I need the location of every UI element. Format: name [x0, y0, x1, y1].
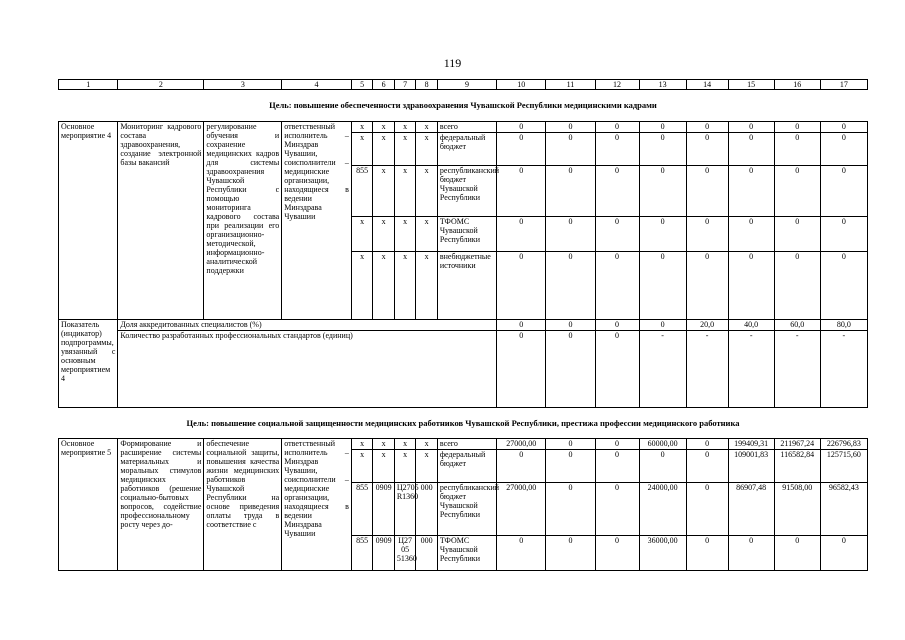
amount-cell: 0: [686, 122, 728, 133]
indicator-value: 40,0: [728, 320, 774, 331]
amount-cell: 0: [820, 133, 867, 166]
amount-cell: 0: [546, 439, 595, 450]
column-number-14: 14: [686, 80, 728, 90]
amount-cell: 0: [546, 450, 595, 483]
amount-cell: 0: [595, 439, 639, 450]
column-number-10: 10: [497, 80, 546, 90]
amount-cell: 0: [497, 252, 546, 320]
code-section: x: [373, 122, 395, 133]
indicator-value: 0: [497, 320, 546, 331]
amount-cell: 0: [546, 217, 595, 252]
amount-cell: 0: [595, 166, 639, 217]
code-section: x: [373, 217, 395, 252]
amount-cell: 0: [728, 252, 774, 320]
measure-5-table: [58, 438, 868, 571]
amount-cell: 0: [595, 252, 639, 320]
code-expense: 000: [416, 536, 438, 571]
amount-cell: 0: [686, 483, 728, 536]
code-ministry: 855: [351, 166, 373, 217]
column-number-4: 4: [282, 80, 352, 90]
column-number-13: 13: [639, 80, 686, 90]
indicator-name: Количество разработанных профессиональных стандартов (единиц): [118, 331, 497, 408]
measure-4-name: Основное мероприятие 4: [59, 122, 118, 320]
measure-4-row: [59, 122, 868, 133]
column-number-17: 17: [820, 80, 867, 90]
column-numbers-row: [59, 80, 868, 90]
indicator-value: 0: [546, 331, 595, 408]
amount-cell: 24000,00: [639, 483, 686, 536]
code-section: x: [373, 166, 395, 217]
amount-cell: 0: [820, 536, 867, 571]
amount-cell: 109001,83: [728, 450, 774, 483]
amount-cell: 86907,48: [728, 483, 774, 536]
measure-5-purpose: обеспечение социальной защиты, повышения качества жизни медицинских работников Чувашской Республики на основе приведения оплаты труда в соответствие с: [204, 439, 282, 571]
indicator-value: 0: [546, 320, 595, 331]
indicator-value: -: [774, 331, 820, 408]
goal-heading-1: Цель: повышение обеспеченности здравоохранения Чувашской Республики медицинскими кадрами: [269, 100, 657, 110]
indicator-value: -: [639, 331, 686, 408]
code-ministry: 855: [351, 483, 373, 536]
amount-cell: 27000,00: [497, 439, 546, 450]
code-section: x: [373, 450, 395, 483]
amount-cell: 0: [546, 483, 595, 536]
code-section: x: [373, 252, 395, 320]
amount-cell: 125715,60: [820, 450, 867, 483]
indicator-value: 0: [639, 320, 686, 331]
amount-cell: 91508,00: [774, 483, 820, 536]
measure-5-row: [59, 439, 868, 450]
amount-cell: 0: [686, 166, 728, 217]
amount-cell: 96582,43: [820, 483, 867, 536]
code-expense: x: [416, 133, 438, 166]
funding-source: республиканский бюджет Чувашской Республики: [437, 483, 496, 536]
amount-cell: 0: [774, 133, 820, 166]
amount-cell: 0: [686, 252, 728, 320]
funding-source: всего: [437, 439, 496, 450]
code-ministry: 855: [351, 536, 373, 571]
amount-cell: 211967,24: [774, 439, 820, 450]
page-number: 119: [443, 56, 462, 70]
amount-cell: 0: [728, 133, 774, 166]
funding-source: внебюджетные источники: [437, 252, 496, 320]
indicator-value: 20,0: [686, 320, 728, 331]
amount-cell: 0: [820, 252, 867, 320]
amount-cell: 0: [820, 122, 867, 133]
code-target: x: [394, 252, 416, 320]
funding-source: республиканский бюджет Чувашской Республики: [437, 166, 496, 217]
code-section: x: [373, 133, 395, 166]
indicator-value: -: [728, 331, 774, 408]
column-number-1: 1: [59, 80, 118, 90]
amount-cell: 0: [546, 133, 595, 166]
amount-cell: 0: [497, 133, 546, 166]
amount-cell: 0: [774, 217, 820, 252]
code-target: x: [394, 450, 416, 483]
column-number-6: 6: [373, 80, 395, 90]
amount-cell: 0: [639, 217, 686, 252]
column-number-12: 12: [595, 80, 639, 90]
indicator-value: -: [820, 331, 867, 408]
measure-4-executor: ответственный исполнитель – Минздрав Чувашии, соисполнители – медицинские организации, находящиеся в ведении Минздрава Чувашии: [282, 122, 352, 320]
indicator-value: -: [686, 331, 728, 408]
funding-source: федеральный бюджет: [437, 450, 496, 483]
code-ministry: x: [351, 450, 373, 483]
amount-cell: 0: [820, 217, 867, 252]
amount-cell: 199409,31: [728, 439, 774, 450]
amount-cell: 116582,84: [774, 450, 820, 483]
measure-4-table: [58, 121, 868, 408]
measure-5-executor: ответственный исполнитель – Минздрав Чувашии, соисполнители – медицинские организации, находящиеся в ведении Минздрава Чувашии: [282, 439, 352, 571]
code-expense: x: [416, 217, 438, 252]
column-number-3: 3: [204, 80, 282, 90]
code-target: x: [394, 439, 416, 450]
amount-cell: 27000,00: [497, 483, 546, 536]
amount-cell: 0: [595, 536, 639, 571]
measure-5-title: Формирование и расширение системы материальных и моральных стимулов медицинских работников (решение социально-бытовых вопросов, содействие профессиональному росту через до-: [118, 439, 204, 571]
column-number-16: 16: [774, 80, 820, 90]
code-target: x: [394, 166, 416, 217]
amount-cell: 226796,83: [820, 439, 867, 450]
code-ministry: x: [351, 252, 373, 320]
code-expense: 000: [416, 483, 438, 536]
amount-cell: 0: [595, 450, 639, 483]
amount-cell: 0: [728, 217, 774, 252]
column-number-7: 7: [394, 80, 416, 90]
indicator-value: 0: [497, 331, 546, 408]
amount-cell: 0: [639, 166, 686, 217]
amount-cell: 0: [497, 122, 546, 133]
funding-source: ТФОМС Чувашской Республики: [437, 217, 496, 252]
amount-cell: 0: [546, 536, 595, 571]
amount-cell: 0: [497, 166, 546, 217]
code-expense: x: [416, 450, 438, 483]
amount-cell: 0: [595, 217, 639, 252]
amount-cell: 0: [497, 450, 546, 483]
amount-cell: 0: [595, 133, 639, 166]
column-number-15: 15: [728, 80, 774, 90]
amount-cell: 36000,00: [639, 536, 686, 571]
amount-cell: 0: [686, 217, 728, 252]
code-target: x: [394, 133, 416, 166]
code-section: 0909: [373, 536, 395, 571]
amount-cell: 0: [820, 166, 867, 217]
amount-cell: 60000,00: [639, 439, 686, 450]
amount-cell: 0: [728, 166, 774, 217]
column-number-9: 9: [437, 80, 496, 90]
amount-cell: 0: [774, 166, 820, 217]
code-expense: x: [416, 166, 438, 217]
measure-5-name: Основное мероприятие 5: [59, 439, 118, 571]
code-ministry: x: [351, 217, 373, 252]
measure-4-purpose: регулирование обучения и сохранение медицинских кадров для системы здравоохранения Чувашской Республики с помощью мониторинга кадрового состава при реализации его организационно-методической, информационно-аналитической поддержки: [204, 122, 282, 320]
amount-cell: 0: [774, 122, 820, 133]
measure-4-title: Мониторинг кадрового состава здравоохранения, создание электронной базы вакансий: [118, 122, 204, 320]
code-section: x: [373, 439, 395, 450]
code-expense: x: [416, 252, 438, 320]
funding-source: всего: [437, 122, 496, 133]
amount-cell: 0: [774, 252, 820, 320]
code-ministry: x: [351, 133, 373, 166]
funding-source: ТФОМС Чувашской Республики: [437, 536, 496, 571]
amount-cell: 0: [639, 252, 686, 320]
amount-cell: 0: [497, 217, 546, 252]
amount-cell: 0: [728, 536, 774, 571]
indicator-label: Показатель (индикатор) подпрограммы, увязанный с основным мероприятием 4: [59, 320, 118, 408]
indicator-value: 80,0: [820, 320, 867, 331]
code-target: Ц27 05 51360: [394, 536, 416, 571]
amount-cell: 0: [639, 133, 686, 166]
amount-cell: 0: [595, 122, 639, 133]
funding-source: федеральный бюджет: [437, 133, 496, 166]
amount-cell: 0: [686, 133, 728, 166]
code-target: Ц2705 R1360: [394, 483, 416, 536]
code-target: x: [394, 122, 416, 133]
amount-cell: 0: [546, 252, 595, 320]
indicator-value: 60,0: [774, 320, 820, 331]
amount-cell: 0: [686, 450, 728, 483]
amount-cell: 0: [639, 122, 686, 133]
code-ministry: x: [351, 122, 373, 133]
amount-cell: 0: [639, 450, 686, 483]
indicator-row: [59, 320, 868, 331]
column-number-11: 11: [546, 80, 595, 90]
amount-cell: 0: [546, 122, 595, 133]
column-header-table: [58, 79, 868, 90]
amount-cell: 0: [546, 166, 595, 217]
goal-heading-2: Цель: повышение социальной защищенности медицинских работников Чувашской Республики, престижа профессии медицинского работника: [186, 418, 740, 428]
column-number-8: 8: [416, 80, 438, 90]
code-ministry: x: [351, 439, 373, 450]
amount-cell: 0: [595, 483, 639, 536]
indicator-name: Доля аккредитованных специалистов (%): [118, 320, 497, 331]
amount-cell: 0: [497, 536, 546, 571]
amount-cell: 0: [686, 536, 728, 571]
indicator-value: 0: [595, 331, 639, 408]
code-target: x: [394, 217, 416, 252]
amount-cell: 0: [686, 439, 728, 450]
code-expense: x: [416, 439, 438, 450]
column-number-5: 5: [351, 80, 373, 90]
indicator-value: 0: [595, 320, 639, 331]
column-number-2: 2: [118, 80, 204, 90]
amount-cell: 0: [728, 122, 774, 133]
code-expense: x: [416, 122, 438, 133]
amount-cell: 0: [774, 536, 820, 571]
code-section: 0909: [373, 483, 395, 536]
indicator-row: [59, 331, 868, 408]
